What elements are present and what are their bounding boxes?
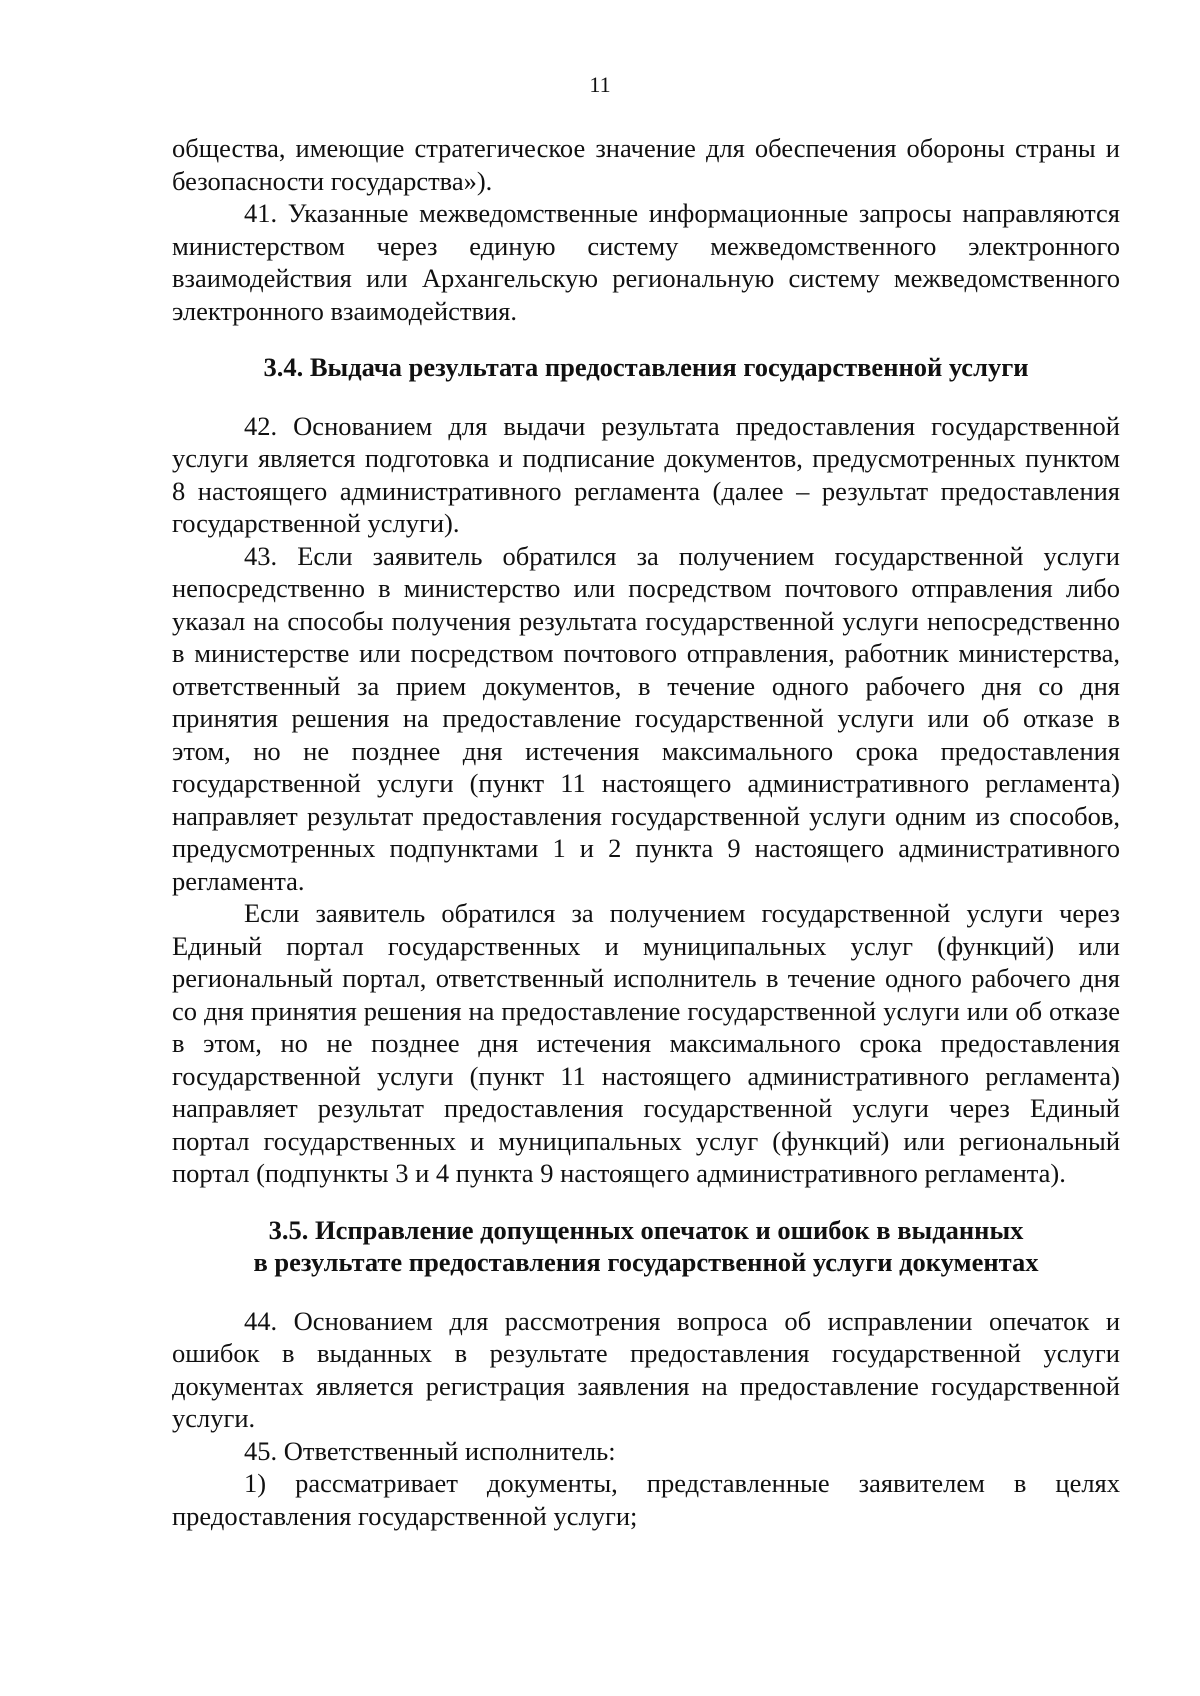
document-body [172, 132, 1120, 1532]
section-3-5-heading [172, 1214, 1120, 1279]
section-3-5-heading-line-1: 3.5. Исправление допущенных опечаток и ошибок в выданных [268, 1214, 1024, 1245]
paragraph-45: 45. Ответственный исполнитель: [244, 1435, 616, 1466]
paragraph-44: 44. Основанием для рассмотрения вопроса об исправлении опечаток и ошибок в выданных в результате предоставления государственной услуги документах является регистрация заявления на предоставление государственной услуги. [172, 1305, 1120, 1433]
section-3-4-heading: 3.4. Выдача результата предоставления государственной услуги [263, 352, 1029, 382]
paragraph-42: 42. Основанием для выдачи результата предоставления государственной услуги является подготовка и подписание документов, предусмотренных пунктом 8 настоящего административного регламента (далее – результат предоставления государственной услуги). [172, 410, 1120, 538]
paragraph-43: 43. Если заявитель обратился за получением государственной услуги непосредственно в министерство или посредством почтового отправления либо указал на способы получения результата государственной услуги непосредственно в министерстве или посредством почтового отправления, работник министерства, ответственный за прием документов, в течение одного рабочего дня со дня принятия решения на предоставление государственной услуги или об отказе в этом, но не позднее дня истечения максимального срока предоставления государственной услуги (пункт 11 настоящего административного регламента) направляет результат предоставления государственной услуги одним из способов, предусмотренных подпунктами 1 и 2 пункта 9 настоящего административного регламента. [172, 540, 1120, 896]
paragraph-41: 41. Указанные межведомственные информационные запросы направляются министерством через единую систему межведомственного электронного взаимодействия или Архангельскую региональную систему межведомственного электронного взаимодействия. [172, 198, 1120, 326]
paragraph-45-item-1: 1) рассматривает документы, представленные заявителем в целях предоставления государственной услуги; [172, 1468, 1120, 1531]
paragraph-continuation: общества, имеющие стратегическое значение для обеспечения обороны страны и безопасности государства»). [172, 133, 1120, 196]
paragraph-43-portal: Если заявитель обратился за получением государственной услуги через Единый портал государственных и муниципальных услуг (функций) или региональный портал, ответственный исполнитель в течение одного рабочего дня со дня принятия решения на предоставление государственной услуги или об отказе в этом, но не позднее дня истечения максимального срока предоставления государственной услуги (пункт 11 настоящего административного регламента) направляет результат предоставления государственной услуги через Единый портал государственных и муниципальных услуг (функций) или региональный портал (подпункты 3 и 4 пункта 9 настоящего административного регламента). [172, 898, 1120, 1188]
section-3-5-heading-line-2: в результате предоставления государственной услуги документах [253, 1247, 1039, 1277]
page-number: 11 [589, 72, 611, 97]
